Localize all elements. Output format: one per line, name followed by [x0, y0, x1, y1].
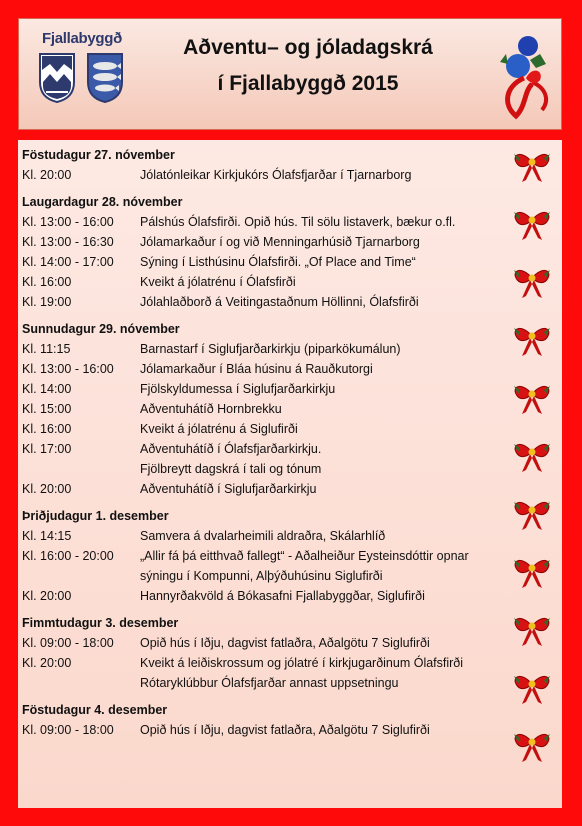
ribbon-bow-icon: [512, 496, 552, 532]
event-description: Barnastarf í Siglufjarðarkirkju (piparkökumálun): [140, 342, 401, 356]
event-description: Opið hús í Iðju, dagvist fatlaðra, Aðalgötu 7 Siglufirði: [140, 723, 430, 737]
event-description: „Allir fá þá eitthvað fallegt“ - Aðalheiður Eysteinsdóttir opnar: [140, 549, 469, 563]
event-time: Kl. 13:00 - 16:30: [22, 235, 114, 249]
schedule-panel: [18, 140, 562, 808]
crest-left-icon: [38, 52, 76, 104]
crest-right-icon: [86, 52, 124, 104]
event-description: Fjölskyldumessa í Siglufjarðarkirkju: [140, 382, 336, 396]
event-time: [22, 566, 140, 586]
brand-logo: [34, 30, 130, 122]
event-description: Jólatónleikar Kirkjukórs Ólafsfjarðar í Tjarnarborg: [140, 168, 412, 182]
event-row: [22, 339, 492, 359]
event-time: Kl. 15:00: [22, 402, 72, 416]
event-row: [22, 653, 492, 673]
event-time: Kl. 14:00 - 17:00: [22, 255, 114, 269]
day-heading: Laugardagur 28. nóvember: [22, 195, 183, 209]
event-description: Sýning í Listhúsinu Ólafsfirði. „Of Place and Time“: [140, 255, 416, 269]
event-description: Aðventuhátíð í Ólafsfjarðarkirkju.: [140, 442, 322, 456]
event-row: [22, 546, 492, 566]
event-time: Kl. 20:00: [22, 656, 72, 670]
schedule-list: [22, 146, 492, 740]
brand-name: Fjallabyggð: [41, 30, 123, 47]
ribbon-bow-icon: [512, 148, 552, 184]
event-row: [22, 399, 492, 419]
header-panel: [18, 18, 562, 130]
event-description: Jólamarkaður í Bláa húsinu á Rauðkutorgi: [140, 362, 373, 376]
event-time: Kl. 09:00 - 18:00: [22, 723, 114, 737]
event-row: [22, 720, 492, 740]
event-time: Kl. 14:00: [22, 382, 72, 396]
event-description: Aðventuhátíð Hornbrekku: [140, 402, 282, 416]
ribbon-bow-icon: [512, 728, 552, 764]
event-row: [22, 359, 492, 379]
ribbon-bow-icon: [512, 554, 552, 590]
christmas-ornament-icon: [496, 26, 556, 124]
event-time: Kl. 13:00 - 16:00: [22, 362, 114, 376]
event-description: Kveikt á jólatrénu á Siglufirði: [140, 422, 298, 436]
event-description: Rótaryklúbbur Ólafsfjarðar annast uppsetningu: [140, 676, 399, 690]
event-time: Kl. 09:00 - 18:00: [22, 636, 114, 650]
event-row: [22, 232, 492, 252]
event-description: Samvera á dvalarheimili aldraðra, Skálarhlíð: [140, 529, 386, 543]
event-description: Jólahlaðborð á Veitingastaðnum Höllinni, Ólafsfirði: [140, 295, 419, 309]
event-time: Kl. 13:00 - 16:00: [22, 215, 114, 229]
ribbon-bow-icon: [512, 670, 552, 706]
event-time: Kl. 16:00: [22, 422, 72, 436]
event-time: Kl. 20:00: [22, 168, 72, 182]
event-row: [22, 459, 492, 479]
ribbon-bow-icon: [512, 206, 552, 242]
event-description: Jólamarkaður í og við Menningarhúsið Tjarnarborg: [140, 235, 420, 249]
event-time: Kl. 14:15: [22, 529, 72, 543]
event-row: [22, 272, 492, 292]
event-description: Hannyrðakvöld á Bókasafni Fjallabyggðar, Siglufirði: [140, 589, 425, 603]
event-description: Pálshús Ólafsfirði. Opið hús. Til sölu listaverk, bækur o.fl.: [140, 215, 456, 229]
event-description: Fjölbreytt dagskrá í tali og tónum: [140, 462, 322, 476]
event-row: [22, 586, 492, 606]
event-time: Kl. 19:00: [22, 295, 72, 309]
bow-column: [506, 140, 560, 808]
event-description: Opið hús í Iðju, dagvist fatlaðra, Aðalgötu 7 Siglufirði: [140, 636, 430, 650]
event-row: [22, 419, 492, 439]
event-row: [22, 165, 492, 185]
event-description: Kveikt á jólatrénu í Ólafsfirði: [140, 275, 296, 289]
event-time: [22, 673, 140, 693]
event-row: [22, 292, 492, 312]
event-row: [22, 252, 492, 272]
ribbon-bow-icon: [512, 380, 552, 416]
event-description: sýningu í Kompunni, Alþýðuhúsinu Siglufirði: [140, 569, 383, 583]
event-row: [22, 439, 492, 459]
day-heading: Föstudagur 27. nóvember: [22, 148, 175, 162]
event-time: Kl. 20:00: [22, 589, 72, 603]
event-time: Kl. 16:00 - 20:00: [22, 549, 114, 563]
day-heading: Sunnudagur 29. nóvember: [22, 322, 180, 336]
event-row: [22, 526, 492, 546]
title-line-1: Aðventu– og jóladagskrá: [183, 36, 433, 59]
event-description: Kveikt á leiðiskrossum og jólatré í kirkjugarðinum Ólafsfirði: [140, 656, 464, 670]
ribbon-bow-icon: [512, 438, 552, 474]
event-row: [22, 212, 492, 232]
event-time: Kl. 20:00: [22, 482, 72, 496]
event-time: Kl. 16:00: [22, 275, 72, 289]
event-row: [22, 633, 492, 653]
event-row: [22, 479, 492, 499]
event-time: [22, 459, 140, 479]
event-row: [22, 673, 492, 693]
page-title: [158, 34, 458, 98]
event-row: [22, 379, 492, 399]
ribbon-bow-icon: [512, 264, 552, 300]
title-line-2: í Fjallabyggð 2015: [217, 72, 399, 95]
ribbon-bow-icon: [512, 612, 552, 648]
day-heading: Þriðjudagur 1. desember: [22, 509, 169, 523]
event-time: Kl. 17:00: [22, 442, 72, 456]
day-heading: Fimmtudagur 3. desember: [22, 616, 179, 630]
ribbon-bow-icon: [512, 322, 552, 358]
event-row: [22, 566, 492, 586]
event-time: Kl. 11:15: [22, 342, 71, 356]
day-heading: Föstudagur 4. desember: [22, 703, 168, 717]
event-description: Aðventuhátíð í Siglufjarðarkirkju: [140, 482, 317, 496]
